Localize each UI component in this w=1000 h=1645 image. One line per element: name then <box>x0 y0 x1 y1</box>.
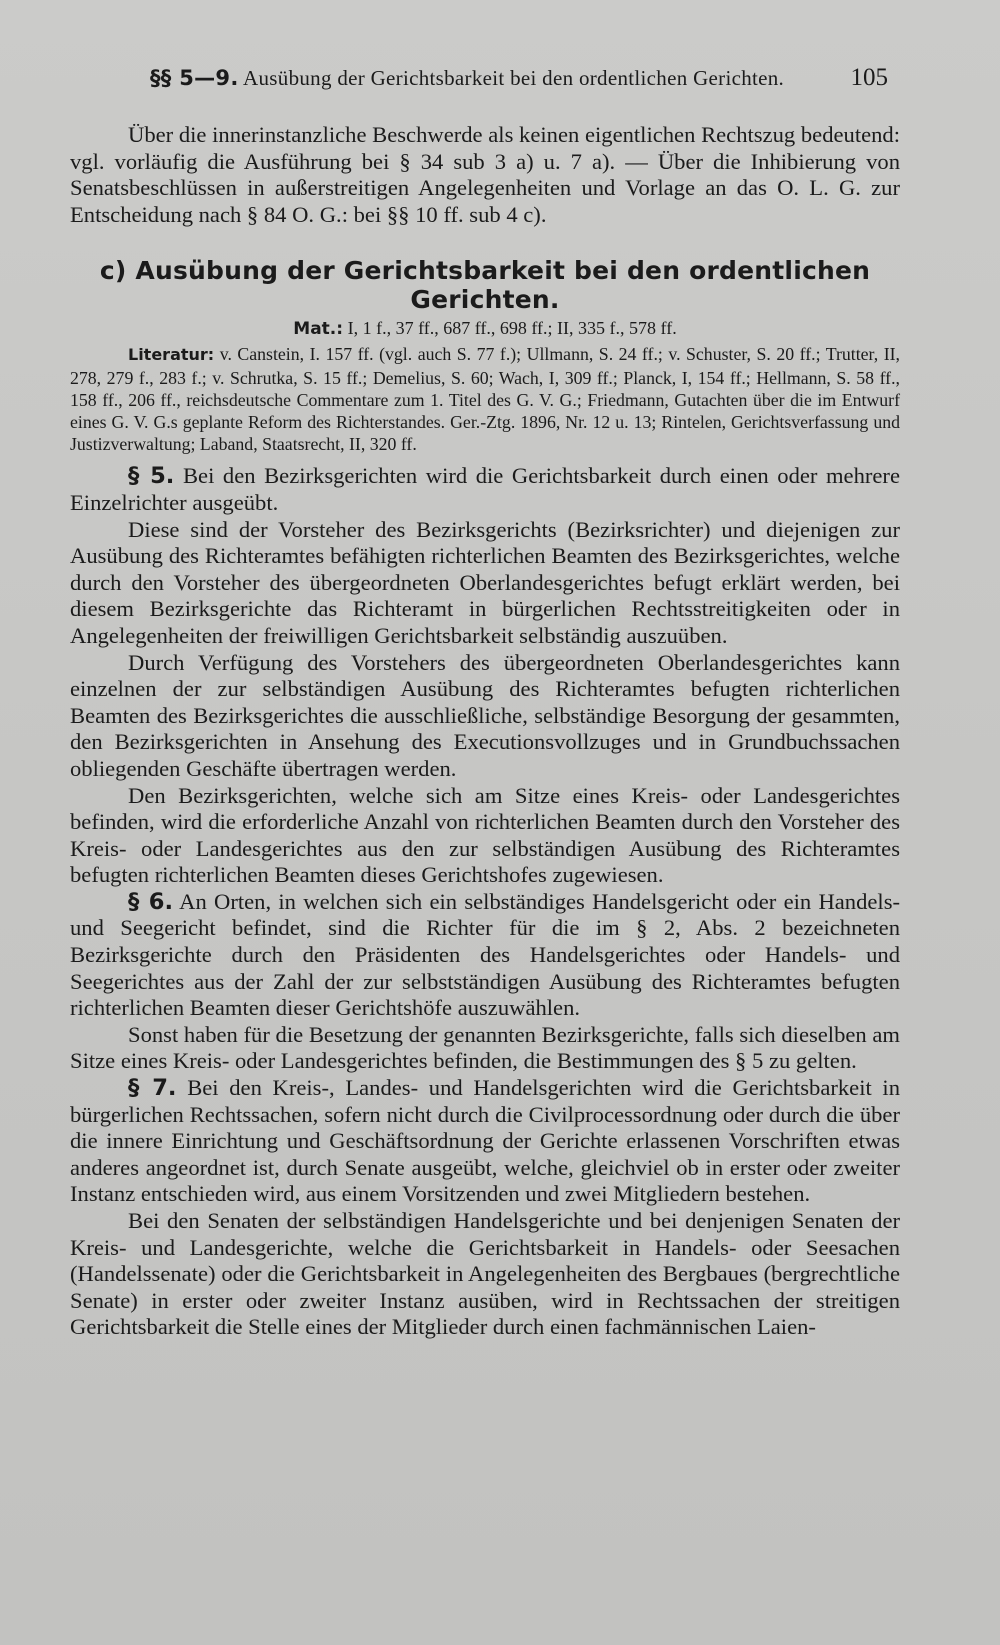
paragraph: Durch Verfügung des Vorstehers des übergeordneten Oberlandesgerichtes kann einzelnen der zur selbständigen Ausübung des Richteramtes befugten richterlichen Beamten des Bezirksgerichtes die ausschließliche, selbständige Besorgung der gesammten, den Bezirksgerichten in Ansehung des Executionsvollzuges und in Grundbuchssachen obliegenden Geschäfte übertragen werden. <box>70 649 900 781</box>
paragraph: Diese sind der Vorsteher des Bezirksgerichts (Bezirksrichter) und diejenigen zur Ausübung des Richteramtes befähigten richterlichen Beamten des Bezirksgerichtes, welche durch den Vorsteher des übergeordneten Oberlandesgerichtes befugt erklärt werden, bei diesem Bezirksgerichte das Richteramt in bürgerlichen Rechtsstreitigkeiten oder in Angelegenheiten der freiwilligen Gerichtsbarkeit selbständig auszuüben. <box>70 516 900 648</box>
section-heading: c) Ausübung der Gerichtsbarkeit bei den ordentlichen Gerichten. <box>99 256 871 315</box>
header-section-ref: §§ 5—9. <box>150 66 239 90</box>
paragraph-section-6 <box>70 889 900 1022</box>
paragraph: Bei den Senaten der selbständigen Handelsgerichte und bei denjenigen Senaten der Kreis- und Landesgerichte, welche die Gerichtsbarkeit in Handels- oder Seesachen (Handelssenate) oder die Gerichtsbarkeit in Angelegenheiten des Bergbaues (bergrechtliche Senate) in erster oder zweiter Instanz ausüben, wird in Rechtssachen der streitigen Gerichtsbarkeit die Stelle eines der Mitglieder durch einen fachmännischen Laien- <box>70 1208 900 1340</box>
materials-line <box>70 318 900 339</box>
paragraph: Sonst haben für die Besetzung der genannten Bezirksgerichte, falls sich dieselben am Sitze eines Kreis- oder Landesgerichtes befinden, die Bestimmungen des § 5 zu gelten. <box>70 1021 900 1074</box>
intro-paragraph: Über die innerinstanzliche Beschwerde als keinen eigentlichen Rechtszug bedeutend: vgl. vorläufig die Ausführung bei § 34 sub 3 a) u. 7 a). — Über die Inhibierung von Senatsbeschlüssen in außerstreitigen Angelegenheiten und Vorlage an das O. L. G. zur Entscheidung nach § 84 O. G.: bei §§ 10 ff. sub 4 c). <box>70 122 900 227</box>
literature-paragraph <box>70 343 900 455</box>
materials-label: Mat.: <box>293 319 344 340</box>
paragraph-section-7 <box>70 1075 900 1208</box>
section-number: § 5. <box>128 463 175 490</box>
page-body <box>70 122 900 1341</box>
literature-label: Literatur: <box>128 345 215 365</box>
paragraph: Den Bezirksgerichten, welche sich am Sitze eines Kreis- oder Landesgerichtes befinden, wird die erforderliche Anzahl von richterlichen Beamten durch den Vorsteher des Kreis- oder Landesgerichtes aus den zur selbständigen Ausübung des Richteramtes befugten richterlichen Beamten dieses Gerichtshofes zugewiesen. <box>70 782 900 888</box>
paragraph-text: Bei den Kreis-, Landes- und Handelsgerichten wird die Gerichtsbarkeit in bürgerlichen Rechtssachen, sofern nicht durch die Civilprocessordnung oder durch die über die innere Einrichtung und Geschäftsordnung der Gerichte erlassenen Vorschriften etwas anderes angeordnet ist, durch Senate ausgeübt, welche, gleichviel ob in erster oder zweiter Instanz entschieden wird, aus einem Vorsitzenden und zwei Mitgliedern bestehen. <box>70 1075 900 1207</box>
section-number: § 7. <box>128 1075 177 1102</box>
section-number: § 6. <box>128 888 174 915</box>
running-header <box>150 66 888 100</box>
paragraph-section-5 <box>70 463 900 516</box>
paragraph-text: An Orten, in welchen sich ein selbständiges Handelsgericht oder ein Handels- und Seegericht befindet, sind die Richter für die im § 2, Abs. 2 bezeichneten Bezirksgerichte durch den Präsidenten des Handelsgerichtes oder Handels- und Seegerichtes aus der Zahl der zur selbstständigen Ausübung des Richteramtes befugten richterlichen Beamten dieser Gerichtshöfe auszuwählen. <box>70 888 901 1021</box>
materials-text: I, 1 f., 37 ff., 687 ff., 698 ff.; II, 335 f., 578 ff. <box>347 318 677 339</box>
literature-text: v. Canstein, I. 157 ff. (vgl. auch S. 77 f.); Ullmann, S. 24 ff.; v. Schuster, S. 20 ff.; Trutter, II, 278, 279 f., 283 f.; v. Schrutka, S. 15 ff.; Demelius, S. 60; Wach, I, 309 ff.; Planck, I, 154 ff.; Hellmann, S. 58 ff., 158 ff., 206 ff., reichsdeutsche Commentare zum 1. Titel des G. V. G.; Friedmann, Gutachten über die im Entwurf eines G. V. G.s geplante Reform des Richterstandes. Ger.-Ztg. 1896, Nr. 12 u. 13; Rintelen, Gerichtsverfassung und Justizverwaltung; Laband, Staatsrecht, II, 320 ff. <box>70 344 900 455</box>
paragraph-text: Bei den Bezirksgerichten wird die Gerichtsbarkeit durch einen oder mehrere Einzelrichter ausgeübt. <box>70 463 900 515</box>
header-title <box>150 66 784 91</box>
page-number: 105 <box>850 64 888 91</box>
header-title-text: Ausübung der Gerichtsbarkeit bei den ordentlichen Gerichten. <box>243 66 785 90</box>
